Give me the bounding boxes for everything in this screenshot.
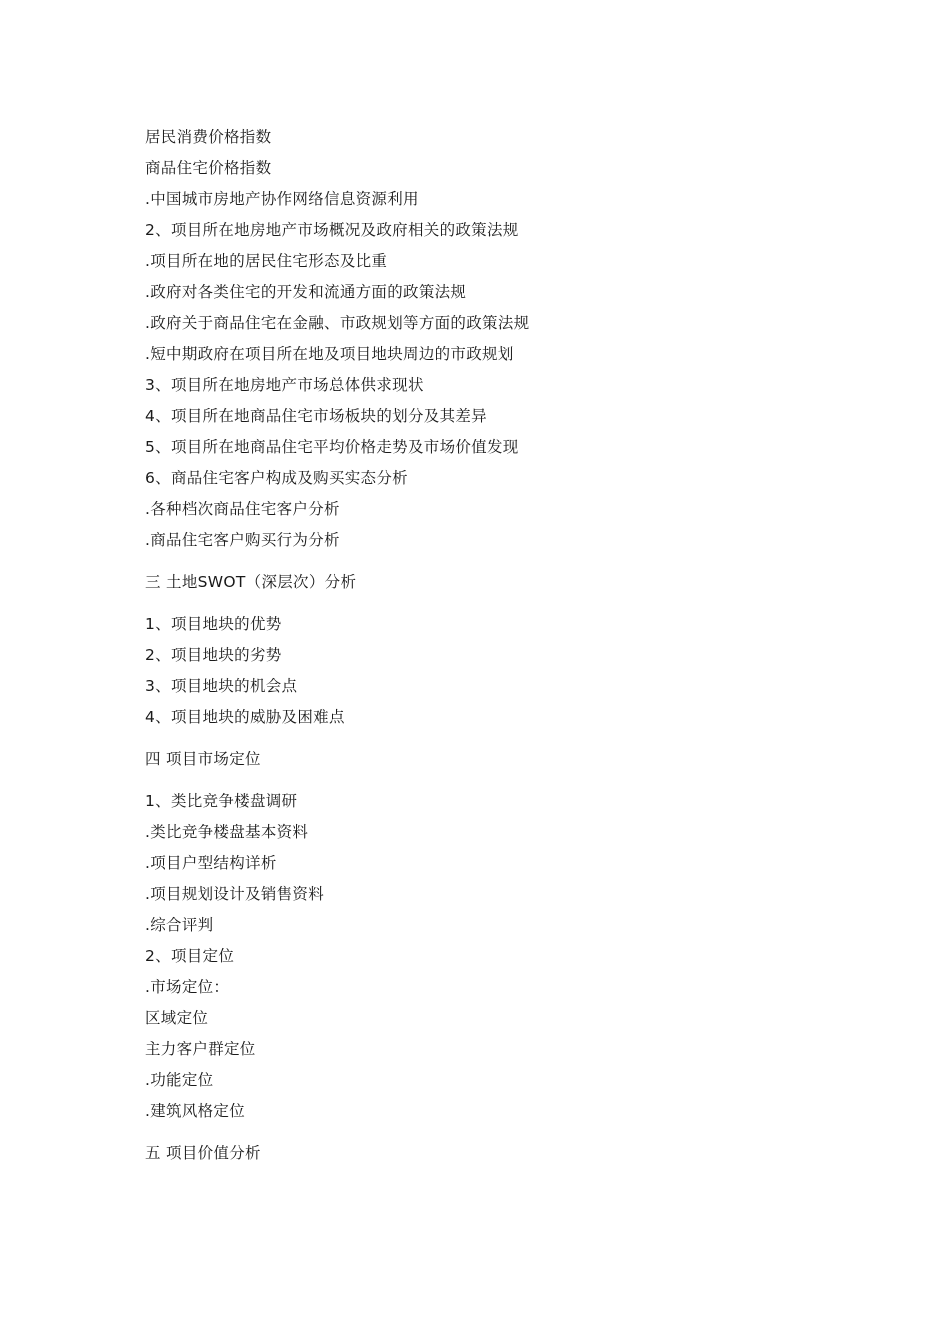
text-line: .商品住宅客户购买行为分析	[145, 531, 340, 549]
text-line: 商品住宅价格指数	[145, 159, 272, 177]
text-line: .项目规划设计及销售资料	[145, 885, 325, 903]
text-line: .短中期政府在项目所在地及项目地块周边的市政规划	[145, 345, 514, 363]
text-line: 2、项目定位	[145, 947, 235, 965]
text-line: .功能定位	[145, 1071, 214, 1089]
section-heading-swot: 三 土地SWOT（深层次）分析	[145, 573, 357, 591]
section-heading-value-analysis: 五 项目价值分析	[145, 1144, 261, 1162]
text-line: .综合评判	[145, 916, 214, 934]
text-line: 2、项目所在地房地产市场概况及政府相关的政策法规	[145, 221, 519, 239]
text-line: .建筑风格定位	[145, 1102, 246, 1120]
text-line: 3、项目所在地房地产市场总体供求现状	[145, 376, 424, 394]
text-line: .中国城市房地产协作网络信息资源利用	[145, 190, 419, 208]
text-line: .类比竞争楼盘基本资料	[145, 823, 309, 841]
text-line: 主力客户群定位	[145, 1040, 256, 1058]
text-line: 6、商品住宅客户构成及购买实态分析	[145, 469, 408, 487]
text-line: 5、项目所在地商品住宅平均价格走势及市场价值发现	[145, 438, 519, 456]
text-line: .各种档次商品住宅客户分析	[145, 500, 340, 518]
text-line: 区域定位	[145, 1009, 209, 1027]
text-line: 4、项目所在地商品住宅市场板块的划分及其差异	[145, 407, 487, 425]
document-content	[145, 122, 845, 1180]
text-line: 3、项目地块的机会点	[145, 677, 298, 695]
text-line: .政府关于商品住宅在金融、市政规划等方面的政策法规	[145, 314, 530, 332]
text-line: 1、项目地块的优势	[145, 615, 282, 633]
text-line: .市场定位：	[145, 978, 230, 996]
text-line: .项目所在地的居民住宅形态及比重	[145, 252, 388, 270]
text-line: 4、项目地块的威胁及困难点	[145, 708, 345, 726]
text-line: 2、项目地块的劣势	[145, 646, 282, 664]
section-heading-market-positioning: 四 项目市场定位	[145, 750, 261, 768]
text-line: 1、类比竞争楼盘调研	[145, 792, 298, 810]
text-line: .政府对各类住宅的开发和流通方面的政策法规	[145, 283, 467, 301]
text-line: 居民消费价格指数	[145, 128, 272, 146]
text-line: .项目户型结构详析	[145, 854, 277, 872]
